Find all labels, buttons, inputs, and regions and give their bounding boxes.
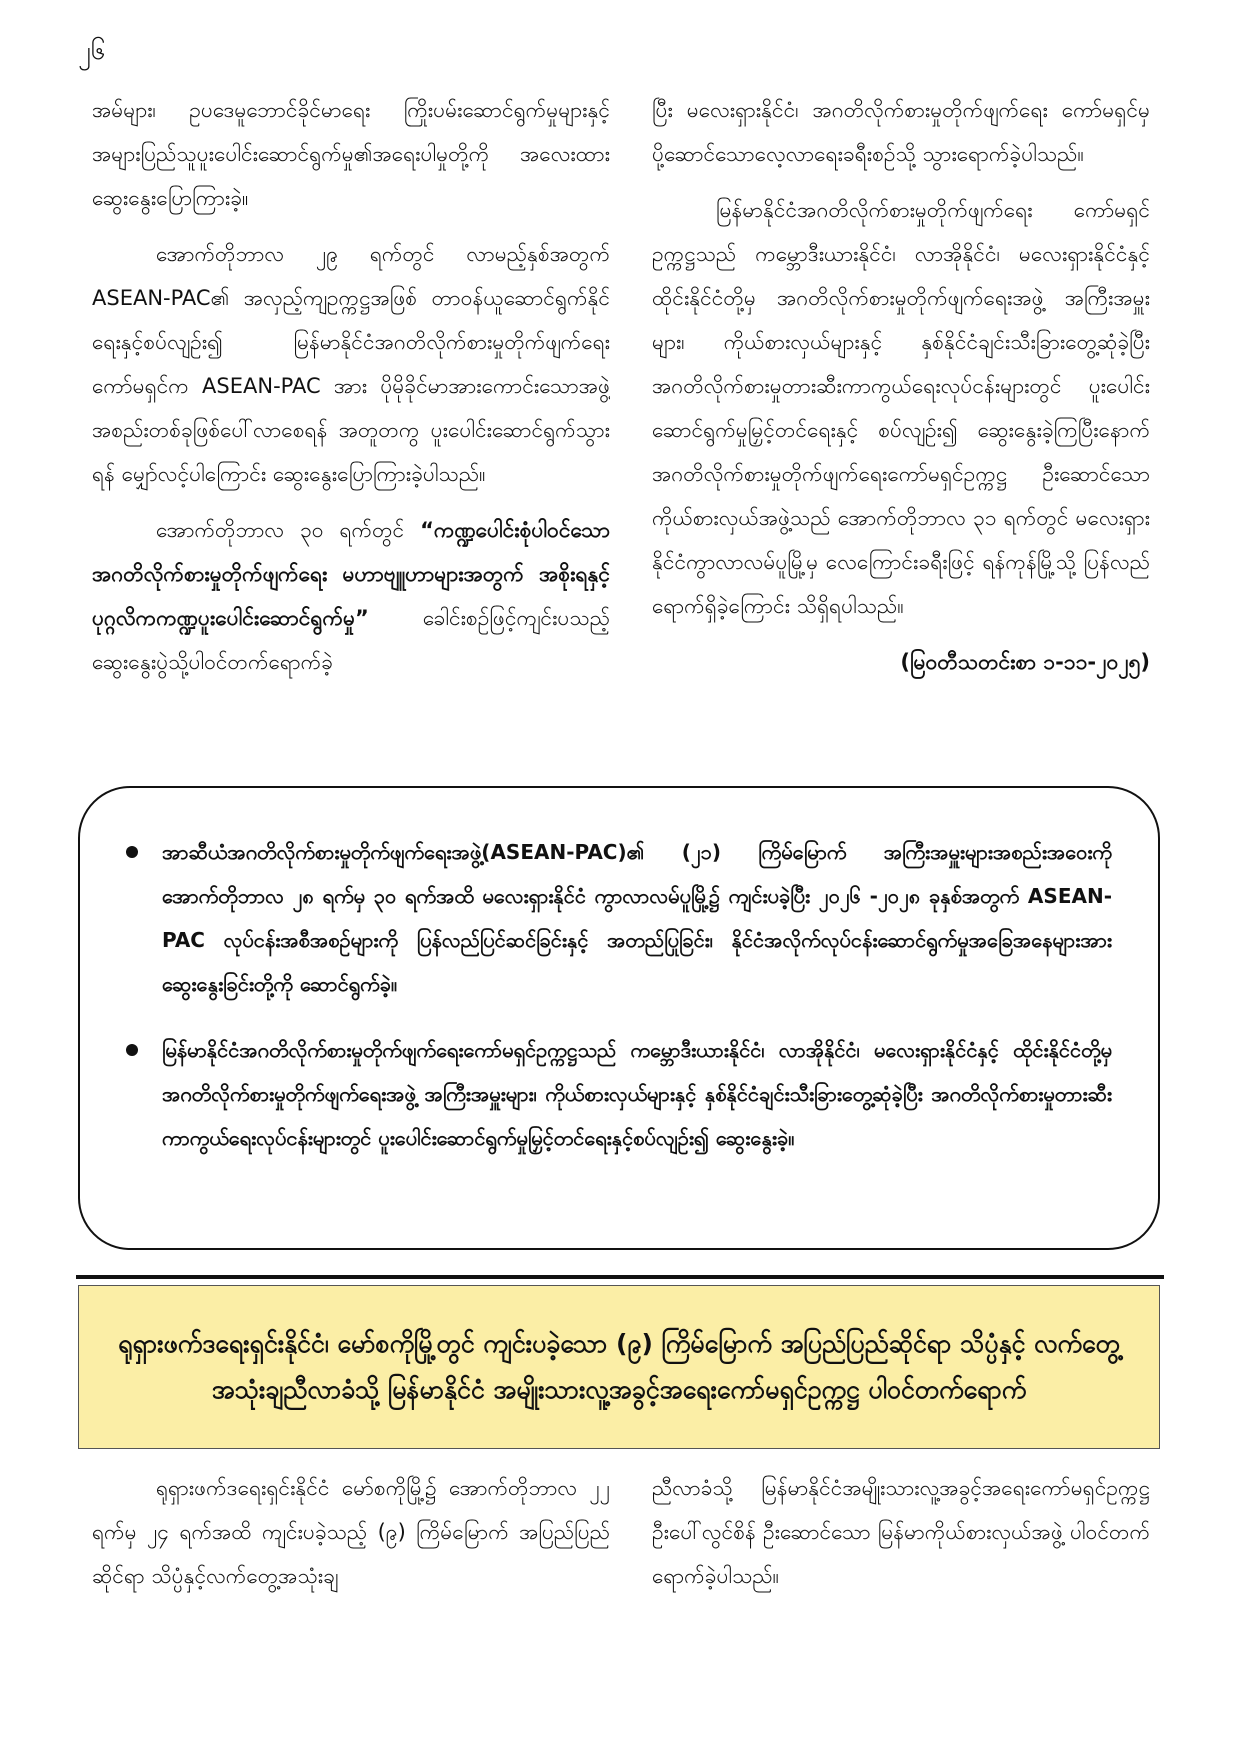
left-column-bottom	[92, 1466, 610, 1636]
bullet-icon	[126, 1044, 138, 1056]
summary-item	[126, 1028, 1112, 1160]
summary-item	[126, 830, 1112, 1006]
headline-banner	[78, 1285, 1160, 1449]
summary-text: အာဆီယံအဂတိလိုက်စားမှုတိုက်ဖျက်ရေးအဖွဲ့(ASEAN-PAC)၏ (၂၁) ကြိမ်မြောက် အကြီးအမှူးများအစည်းအဝေးကို အောက်တိုဘာလ ၂၈ ရက်မှ ၃၀ ရက်အထိ မလေးရှားနိုင်ငံ ကွာလာလမ်ပူမြို့၌ ကျင်းပခဲ့ပြီး ၂၀၂၆ -၂၀၂၈ ခုနှစ်အတွက် ASEAN-PAC လုပ်ငန်းအစီအစဉ်များကို ပြန်လည်ပြင်ဆင်ခြင်းနှင့် အတည်ပြုခြင်း၊ နိုင်ငံအလိုက်လုပ်ငန်းဆောင်ရွက်မှုအခြေအနေများအား ဆွေးနွေးခြင်းတို့ကို ဆောင်ရွက်ခဲ့။	[162, 840, 1112, 996]
bullet-icon	[126, 846, 138, 858]
section-divider	[76, 1275, 1164, 1279]
paragraph-tail: ခေါင်းစဉ်ဖြင့်ကျင်းပသည့် ဆွေးနွေးပွဲသို့ပါဝင်တက်ရောက်ခဲ့	[92, 606, 610, 674]
paragraph: အမ်များ၊ ဥပဒေမူဘောင်ခိုင်မာရေး ကြိုးပမ်းဆောင်ရွက်မှုများနှင့် အများပြည်သူပူးပေါင်းဆောင်ရွက်မှု၏အရေးပါမှုတို့ကို အလေးထားဆွေးနွေးပြောကြားခဲ့။	[92, 98, 610, 210]
paragraph: ပြီး မလေးရှားနိုင်ငံ၊ အဂတိလိုက်စားမှုတိုက်ဖျက်ရေး ကော်မရှင်မှ ပို့ဆောင်သောလေ့လာရေးခရီးစဉ်သို့ သွားရောက်ခဲ့ပါသည်။	[652, 98, 1150, 166]
summary-list	[126, 830, 1112, 1160]
page-number: ၂၆	[78, 36, 106, 66]
paragraph: ညီလာခံသို့ မြန်မာနိုင်ငံအမျိုးသားလူ့အခွင့်အရေးကော်မရှင်ဥက္ကဋ္ဌ ဦးပေါ်လွင်စိန် ဦးဆောင်သော မြန်မာကိုယ်စားလှယ်အဖွဲ့ ပါဝင်တက်ရောက်ခဲ့ပါသည်။	[652, 1476, 1150, 1588]
summary-box	[78, 786, 1160, 1250]
summary-text: မြန်မာနိုင်ငံအဂတိလိုက်စားမှုတိုက်ဖျက်ရေးကော်မရှင်ဥက္ကဋ္ဌသည် ကမ္ဘောဒီးယားနိုင်ငံ၊ လာအိုနိုင်ငံ၊ မလေးရှားနိုင်ငံနှင့် ထိုင်းနိုင်ငံတို့မှ အဂတိလိုက်စားမှုတိုက်ဖျက်ရေးအဖွဲ့ အကြီးအမှူးများ၊ ကိုယ်စားလှယ်များနှင့် နှစ်နိုင်ငံချင်းသီးခြားတွေ့ဆုံခဲ့ပြီး အဂတိလိုက်စားမှုတားဆီးကာကွယ်ရေးလုပ်ငန်းများတွင် ပူးပေါင်းဆောင်ရွက်မှုမြှင့်တင်ရေးနှင့်စပ်လျဉ်း၍ ဆွေးနွေးခဲ့။	[162, 1038, 1112, 1150]
left-column-top	[92, 88, 610, 788]
paragraph-lead: အောက်တိုဘာလ ၃၀ ရက်တွင်	[156, 518, 405, 542]
paragraph: ရုရှားဖက်ဒရေးရှင်းနိုင်ငံ မော်စကိုမြို့၌ အောက်တိုဘာလ ၂၂ ရက်မှ ၂၄ ရက်အထိ ကျင်းပခဲ့သည့် (၉) ကြိမ်မြောက် အပြည်ပြည်ဆိုင်ရာ သိပ္ပံနှင့်လက်တွေ့အသုံးချ	[92, 1476, 610, 1588]
paragraph	[92, 508, 610, 684]
paragraph: မြန်မာနိုင်ငံအဂတိလိုက်စားမှုတိုက်ဖျက်ရေး ကော်မရှင်ဥက္ကဋ္ဌသည် ကမ္ဘောဒီးယားနိုင်ငံ၊ လာအိုနိုင်ငံ၊ မလေးရှားနိုင်ငံနှင့် ထိုင်းနိုင်ငံတို့မှ အဂတိလိုက်စားမှုတိုက်ဖျက်ရေးအဖွဲ့ အကြီးအမှူးများ၊ ကိုယ်စားလှယ်များနှင့် နှစ်နိုင်ငံချင်းသီးခြားတွေ့ဆုံခဲ့ပြီး အဂတိလိုက်စားမှုတားဆီးကာကွယ်ရေးလုပ်ငန်းများတွင် ပူးပေါင်းဆောင်ရွက်မှုမြှင့်တင်ရေးနှင့် စပ်လျဉ်း၍ ဆွေးနွေးခဲ့ကြပြီးနောက် အဂတိလိုက်စားမှုတိုက်ဖျက်ရေးကော်မရှင်ဥက္ကဋ္ဌ ဦးဆောင်သောကိုယ်စားလှယ်အဖွဲ့သည် အောက်တိုဘာလ ၃၁ ရက်တွင် မလေးရှားနိုင်ငံကွာလာလမ်ပူမြို့မှ လေကြောင်းခရီးဖြင့် ရန်ကုန်မြို့သို့ ပြန်လည်ရောက်ရှိခဲ့ကြောင်း သိရှိရပါသည်။	[652, 198, 1150, 618]
headline-title: ရုရှားဖက်ဒရေးရှင်းနိုင်ငံ၊ မော်စကိုမြို့တွင် ကျင်းပခဲ့သော (၉) ကြိမ်မြောက် အပြည်ပြည်ဆိုင်ရာ သိပ္ပံနှင့် လက်တွေ့အသုံးချညီလာခံသို့ မြန်မာနိုင်ငံ အမျိုးသားလူ့အခွင့်အရေးကော်မရှင်ဥက္ကဋ္ဌ ပါဝင်တက်ရောက်	[118, 1329, 1120, 1404]
event-title: “ကဏ္ဍပေါင်းစုံပါဝင်သော အဂတိလိုက်စားမှုတိုက်ဖျက်ရေး မဟာဗျူဟာများအတွက် အစိုးရနှင့် ပုဂ္ဂလိကကဏ္ဍပူးပေါင်းဆောင်ရွက်မှု”	[92, 518, 610, 630]
right-column-top	[652, 88, 1150, 788]
source-citation: (မြဝတီသတင်းစာ ၁-၁၁-၂၀၂၅)	[900, 650, 1150, 674]
paragraph: အောက်တိုဘာလ ၂၉ ရက်တွင် လာမည့်နှစ်အတွက် ASEAN-PAC၏ အလှည့်ကျဥက္ကဋ္ဌအဖြစ် တာဝန်ယူဆောင်ရွက်နိုင်ရေးနှင့်စပ်လျဉ်း၍ မြန်မာနိုင်ငံအဂတိလိုက်စားမှုတိုက်ဖျက်ရေးကော်မရှင်က ASEAN-PAC အား ပိုမိုခိုင်မာအားကောင်းသောအဖွဲ့အစည်းတစ်ခုဖြစ်ပေါ်လာစေရန် အတူတကွ ပူးပေါင်းဆောင်ရွက်သွားရန် မျှော်လင့်ပါကြောင်း ဆွေးနွေးပြောကြားခဲ့ပါသည်။	[92, 242, 610, 486]
right-column-bottom	[652, 1466, 1150, 1636]
